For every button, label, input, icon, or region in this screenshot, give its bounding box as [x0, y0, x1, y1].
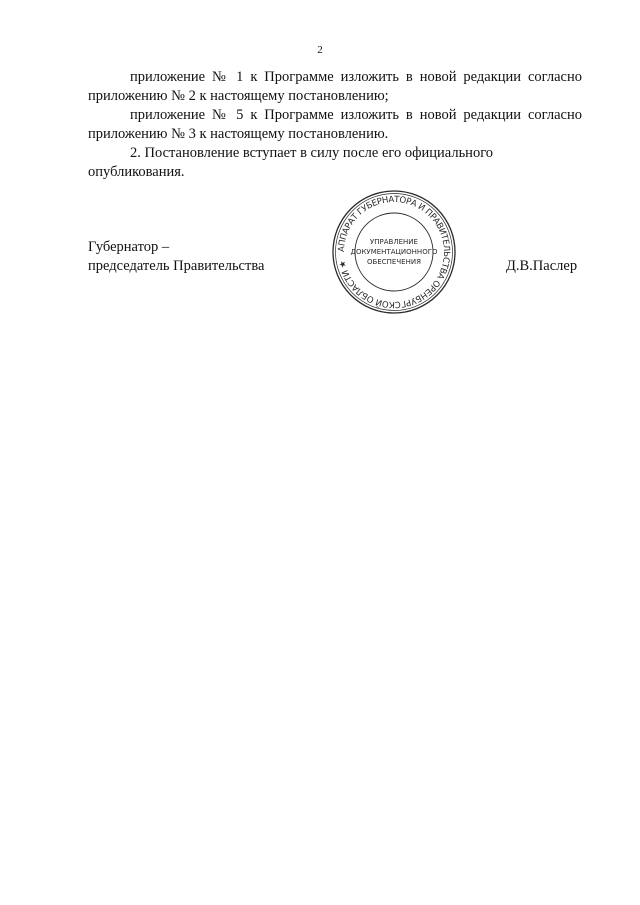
- stamp-graphic: [330, 188, 458, 316]
- page-number: 2: [317, 44, 323, 56]
- paragraph-appendix-1: приложение № 1 к Программе изложить в новой редакции согласно приложению № 2 к настоящему постановлению;: [88, 69, 582, 104]
- signatory-title: [88, 238, 264, 276]
- stamp-center-line-3: ОБЕСПЕЧЕНИЯ: [367, 258, 421, 266]
- official-stamp: [330, 188, 458, 316]
- stamp-center-line-2: ДОКУМЕНТАЦИОННОГО: [350, 248, 438, 256]
- paragraph-appendix-5: приложение № 5 к Программе изложить в новой редакции согласно приложению № 3 к настоящему постановлению.: [88, 107, 582, 142]
- signatory-title-line-1: Губернатор –: [88, 239, 170, 255]
- stamp-ring-text: АППАРАТ ГУБЕРНАТОРА И ПРАВИТЕЛЬСТВА ОРЕНБУРГСКОЙ ОБЛАСТИ ★: [336, 194, 452, 310]
- document-body: [88, 68, 582, 182]
- signatory-name: Д.В.Паслер: [506, 258, 578, 274]
- stamp-center-line-1: УПРАВЛЕНИЕ: [370, 238, 418, 246]
- signatory-title-line-2: председатель Правительства: [88, 258, 265, 274]
- paragraph-effective-date: 2. Постановление вступает в силу после его официального опубликования.: [88, 145, 494, 180]
